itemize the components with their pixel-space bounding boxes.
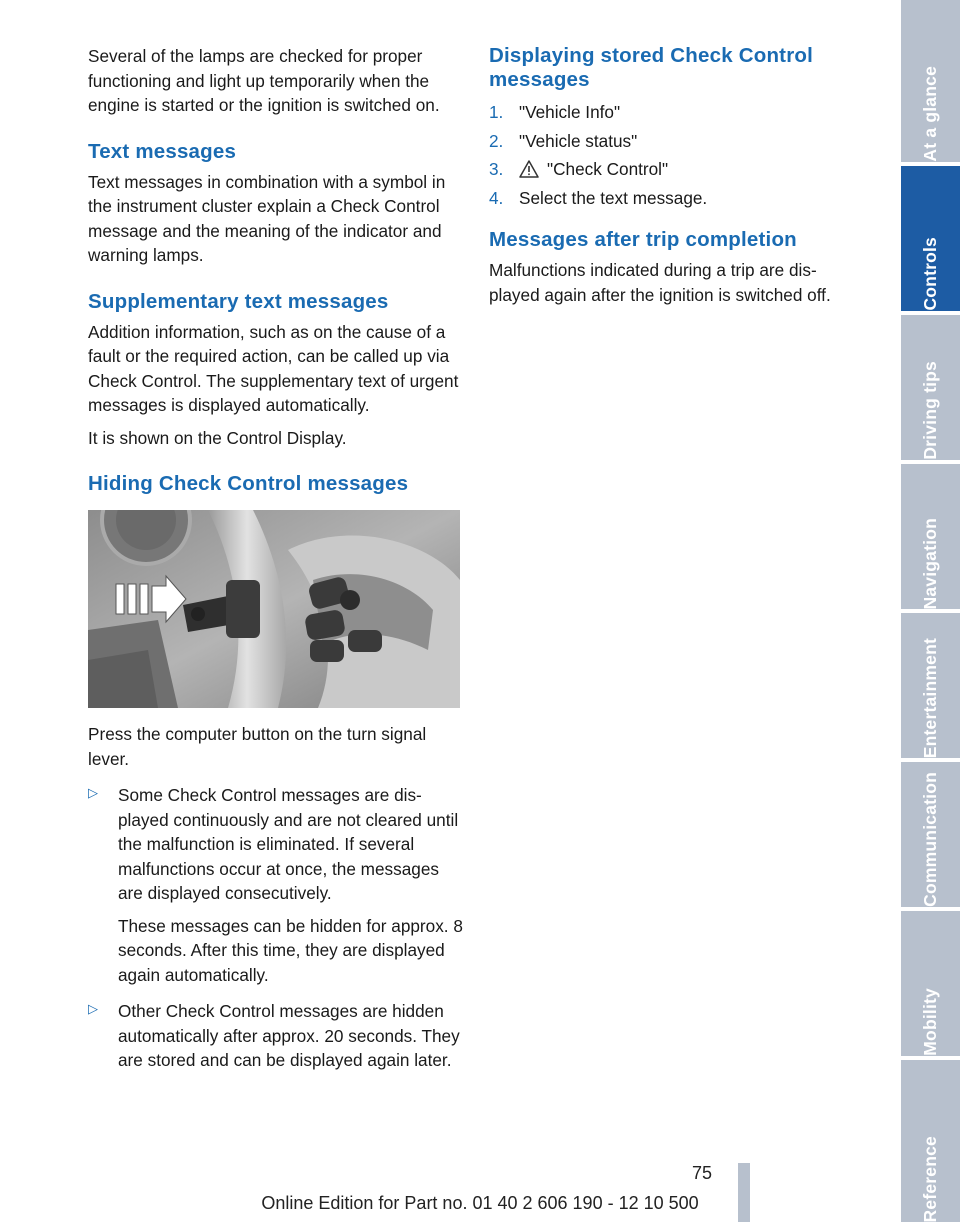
- step-number: 3.: [489, 159, 504, 179]
- bullet-text: These messages can be hidden for approx. 8 seconds. After this time, they are displayed again automatically.: [118, 915, 463, 985]
- bullet-text: Other Check Control messages are hidden automatically after approx. 20 seconds. They are stored and can be displayed again later.: [118, 1001, 460, 1070]
- step-number: 4.: [489, 187, 504, 208]
- tab-label: Reference: [920, 1135, 940, 1222]
- bullet-text: Some Check Control messages are displayed continuously and are not cleared until the malfunction is eliminated. If several malfunctions occur at once, the messages are displayed consecutively.: [118, 785, 459, 903]
- tab-label: Controls: [920, 237, 940, 311]
- tab-at-a-glance[interactable]: [901, 0, 960, 162]
- text-messages-heading: Text messages: [88, 139, 237, 163]
- trip-paragraph: Malfunctions indicated during a trip are displayed again after the ignition is switched off.: [489, 260, 831, 305]
- list-item: [489, 129, 849, 154]
- chapter-tabs: [901, 0, 960, 1222]
- tab-label: At a glance: [920, 66, 940, 162]
- right-column: [489, 44, 849, 307]
- tab-label: Navigation: [920, 517, 940, 609]
- step-text: "Check Control": [547, 159, 669, 179]
- step-text: "Vehicle status": [519, 130, 638, 151]
- text-messages-paragraph: Text messages in combination with a symbol in the instrument cluster explain a Check Control message and the meaning of the indicator and warning lamps.: [88, 171, 446, 265]
- left-column: [88, 44, 463, 1073]
- footer-text: Online Edition for Part no. 01 40 2 606 190 - 12 10 500: [261, 1193, 699, 1213]
- tab-mobility[interactable]: [901, 911, 960, 1056]
- step-number: 1.: [489, 102, 504, 122]
- intro-paragraph: Several of the lamps are checked for proper functioning and light up temporarily when the engine is started or the ignition is switched on.: [88, 46, 440, 115]
- photo-caption: Press the computer button on the turn signal lever.: [88, 724, 427, 769]
- tab-entertainment[interactable]: [901, 613, 960, 758]
- step-text: Select the text message.: [519, 187, 708, 208]
- step-text: "Vehicle Info": [519, 102, 621, 122]
- tab-navigation[interactable]: [901, 464, 960, 609]
- steps-list: [489, 100, 849, 210]
- bullet-item: [88, 999, 463, 1073]
- bullet-arrow-icon: ▷: [88, 785, 98, 800]
- bullet-arrow-icon: ▷: [88, 1001, 98, 1016]
- warning-triangle-icon: [519, 160, 539, 178]
- tab-label: Driving tips: [920, 361, 940, 460]
- steering-wheel-photo: [88, 510, 460, 708]
- step-number: 2.: [489, 130, 504, 151]
- supplementary-heading: Supplementary text messages: [88, 289, 389, 313]
- control-display-paragraph: It is shown on the Control Display.: [88, 427, 347, 448]
- list-item: [489, 186, 849, 211]
- tab-label: Entertainment: [920, 637, 940, 758]
- page-number: 75: [692, 1163, 713, 1183]
- supplementary-paragraph: Addition information, such as on the cause of a fault or the required action, can be called up via Check Control. The supplementary text of urgent messages is displayed automatically.: [88, 321, 459, 415]
- bullet-item: [88, 783, 463, 987]
- hiding-heading: Hiding Check Control messages: [88, 472, 409, 495]
- list-item: [489, 100, 849, 125]
- tab-communication[interactable]: [901, 762, 960, 907]
- tab-driving-tips[interactable]: [901, 315, 960, 460]
- displaying-heading: Displaying stored Check Control messages: [489, 44, 813, 91]
- tab-label: Mobility: [920, 988, 940, 1056]
- trip-heading: Messages after trip completion: [489, 228, 797, 251]
- tab-label: Communication: [920, 772, 940, 907]
- tab-controls[interactable]: [901, 166, 960, 311]
- list-item: [489, 157, 849, 182]
